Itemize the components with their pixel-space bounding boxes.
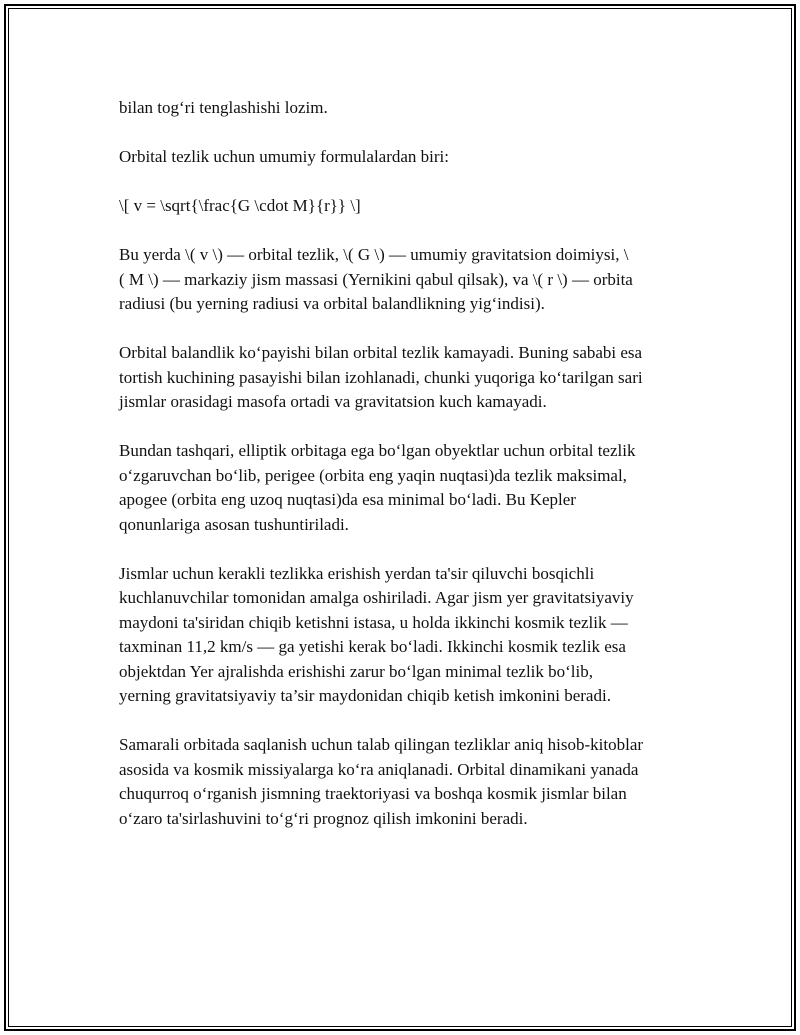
paragraph-formula-intro: Orbital tezlik uchun umumiy formulalardan biri: xyxy=(119,147,449,166)
document-body xyxy=(119,96,719,856)
paragraph-altitude-effect: Orbital balandlik ko‘payishi bilan orbital tezlik kamayadi. Buning sababi esa tortish kuchining pasayishi bilan izohlanadi, chunki yuqoriga ko‘tarilgan sari jismlar orasidagi masofa ortadi va gravitatsion kuch kamayadi. xyxy=(119,343,643,411)
paragraph-escape-velocity: Jismlar uchun kerakli tezlikka erishish yerdan ta'sir qiluvchi bosqichli kuchlanuvchilar tomonidan amalga oshiriladi. Agar jism yer gravitatsiyaviy maydoni ta'siridan chiqib ketishni istasa, u holda ikkinchi kosmik tezlik — taxminan 11,2 km/s — ga yetishi kerak bo‘ladi. Ikkinchi kosmik tezlik esa objektdan Yer ajralishda erishishi zarur bo‘lgan minimal tezlik bo‘lib, yerning gravitatsiyaviy ta’sir maydonidan chiqib ketish imkonini beradi. xyxy=(119,563,634,705)
paragraph-conclusion: Samarali orbitada saqlanish uchun talab qilingan tezliklar aniq hisob-kitoblar asosida va kosmik missiyalarga ko‘ra aniqlanadi. Orbital dinamikani yanada chuqurroq o‘rganish jismning traektoriyasi va boshqa kosmik jismlar bilan o‘zaro ta'sirlashuvini to‘g‘ri prognoz qilish imkonini beradi. xyxy=(119,735,644,828)
page-border xyxy=(4,4,796,1031)
paragraph-continuation: bilan tog‘ri tenglashishi lozim. xyxy=(119,98,328,117)
formula-orbital-velocity: \[ v = \sqrt{\frac{G \cdot M}{r}} \] xyxy=(119,196,361,215)
paragraph-variable-definitions: Bu yerda \( v \) — orbital tezlik, \( G \) — umumiy gravitatsion doimiysi, \ ( M \) — markaziy jism massasi (Yernikini qabul qilsak), va \( r \) — orbita radiusi (bu yerning radiusi va orbital balandlikning yig‘indisi). xyxy=(119,245,633,313)
paragraph-elliptic-orbits: Bundan tashqari, elliptik orbitaga ega bo‘lgan obyektlar uchun orbital tezlik o‘zgaruvchan bo‘lib, perigee (orbita eng yaqin nuqtasi)da tezlik maksimal, apogee (orbita eng uzoq nuqtasi)da esa minimal bo‘ladi. Bu Kepler qonunlariga asosan tushuntiriladi. xyxy=(119,441,636,534)
